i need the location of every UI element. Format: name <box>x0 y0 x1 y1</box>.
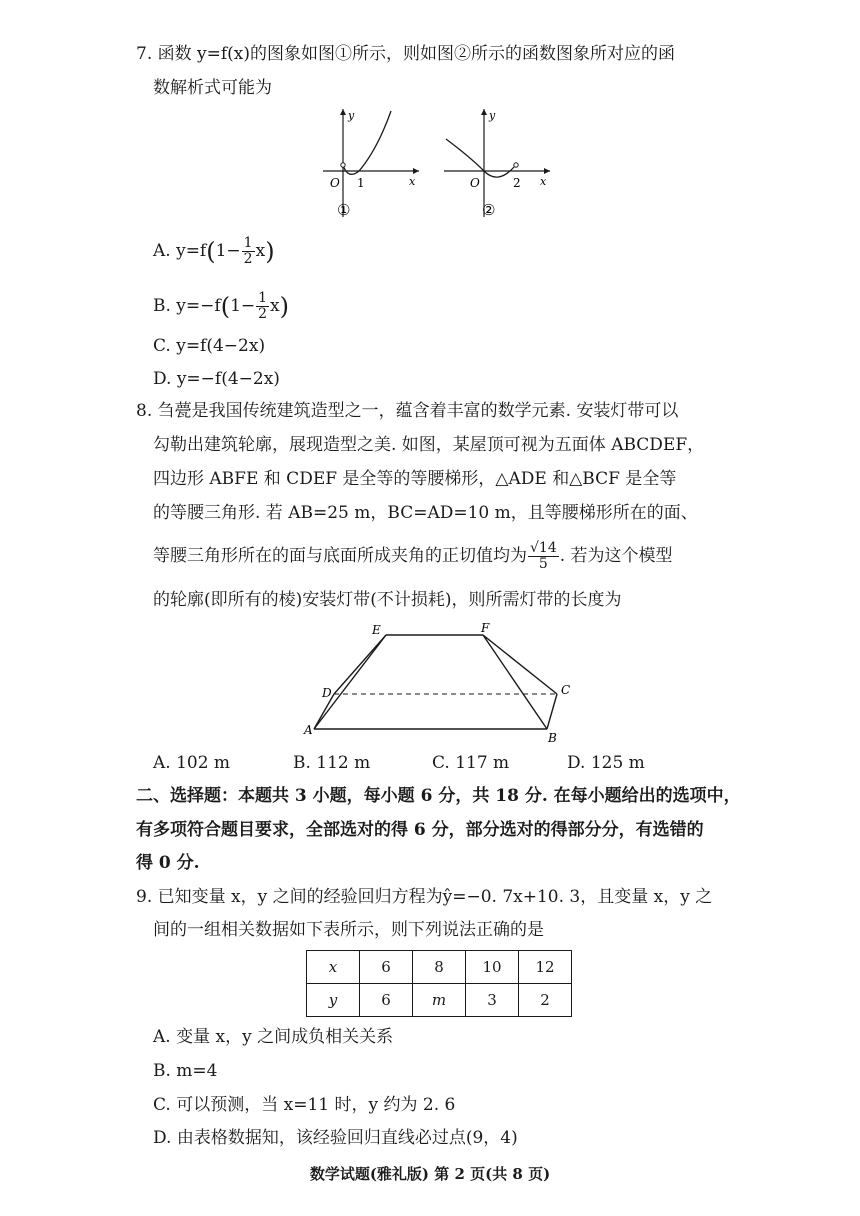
table-cell: 6 <box>360 951 413 984</box>
fig1-x-label: x <box>409 175 416 188</box>
fig2-y-label: y <box>489 109 496 122</box>
q9-line2: 间的一组相关数据如下表所示，则下列说法正确的是 <box>153 920 544 940</box>
q8-line3: 四边形 ABFE 和 CDEF 是全等的等腰梯形，△ADE 和△BCF 是全等 <box>153 469 677 489</box>
q9-data-table <box>306 950 572 1017</box>
q8-option-d: D. 125 m <box>567 753 645 773</box>
table-cell: 3 <box>466 984 519 1017</box>
table-cell: y <box>307 984 360 1017</box>
table-row <box>307 984 572 1017</box>
q7-option-d: D. y=−f(4−2x) <box>153 369 280 389</box>
vertex-e: E <box>372 623 381 637</box>
section2-line3: 得 0 分. <box>136 853 200 873</box>
q7-figure-1 <box>315 105 425 225</box>
q7-option-c: C. y=f(4−2x) <box>153 336 266 356</box>
table-cell: 8 <box>413 951 466 984</box>
fig1-origin: O <box>330 176 340 190</box>
q9-line1: 9. 已知变量 x，y 之间的经验回归方程为ŷ=−0. 7x+10. 3，且变量 x，y 之 <box>136 887 713 907</box>
table-cell: x <box>307 951 360 984</box>
table-cell: 6 <box>360 984 413 1017</box>
fig2-origin: O <box>470 176 480 190</box>
q9-option-a: A. 变量 x，y 之间成负相关关系 <box>153 1027 394 1047</box>
fig2-x-label: x <box>540 175 547 188</box>
table-cell: 10 <box>466 951 519 984</box>
table-cell: 2 <box>519 984 572 1017</box>
fig2-caption: ② <box>482 201 496 219</box>
vertex-b: B <box>548 731 557 745</box>
q8-option-b: B. 112 m <box>293 753 371 773</box>
q7-option-a: A. y=f(1− $\frac{1}{2}$ x) <box>153 235 275 267</box>
vertex-f: F <box>481 621 490 635</box>
fig1-caption: ① <box>337 201 351 219</box>
vertex-a: A <box>304 723 313 737</box>
table-cell: m <box>413 984 466 1017</box>
vertex-d: D <box>322 686 332 700</box>
q9-option-c: C. 可以预测，当 x=11 时，y 约为 2. 6 <box>153 1095 456 1115</box>
vertex-c: C <box>561 683 571 697</box>
q8-figure <box>300 618 590 746</box>
q7-option-b: B. y=−f(1− $\frac{1}{2}$ x) <box>153 290 290 322</box>
q7-figure-2 <box>440 105 555 225</box>
q7-line2: 数解析式可能为 <box>153 78 272 98</box>
fig2-tick: 2 <box>513 176 521 190</box>
fig1-tick: 1 <box>357 176 365 190</box>
section2-line1: 二、选择题：本题共 3 小题，每小题 6 分，共 18 分. 在每小题给出的选项中， <box>136 786 741 806</box>
table-cell: 12 <box>519 951 572 984</box>
q9-option-d: D. 由表格数据知，该经验回归直线必过点(9，4) <box>153 1128 518 1148</box>
q9-option-b: B. m=4 <box>153 1061 218 1081</box>
q8-option-c: C. 117 m <box>432 753 510 773</box>
q8-option-a: A. 102 m <box>153 753 231 773</box>
q7-line1: 7. 函数 y=f(x)的图象如图①所示，则如图②所示的函数图象所对应的函 <box>136 44 676 64</box>
page-footer: 数学试题(雅礼版) 第 2 页(共 8 页) <box>309 1165 551 1183</box>
q8-line4: 的等腰三角形. 若 AB=25 m，BC=AD=10 m，且等腰梯形所在的面、 <box>153 503 698 523</box>
q8-line6: 的轮廓(即所有的棱)安装灯带(不计损耗)，则所需灯带的长度为 <box>153 590 622 610</box>
table-row <box>307 951 572 984</box>
fig1-y-label: y <box>348 109 355 122</box>
section2-line2: 有多项符合题目要求，全部选对的得 6 分，部分选对的得部分分，有选错的 <box>136 820 704 840</box>
q8-line5: 等腰三角形所在的面与底面所成夹角的正切值均为 $\frac{√14}{5}$ . 若为这个模型 <box>153 540 673 572</box>
q8-line1: 8. 刍甍是我国传统建筑造型之一，蕴含着丰富的数学元素. 安装灯带可以 <box>136 401 679 421</box>
q8-line2: 勾勒出建筑轮廓，展现造型之美. 如图，某屋顶可视为五面体 ABCDEF， <box>153 435 705 455</box>
